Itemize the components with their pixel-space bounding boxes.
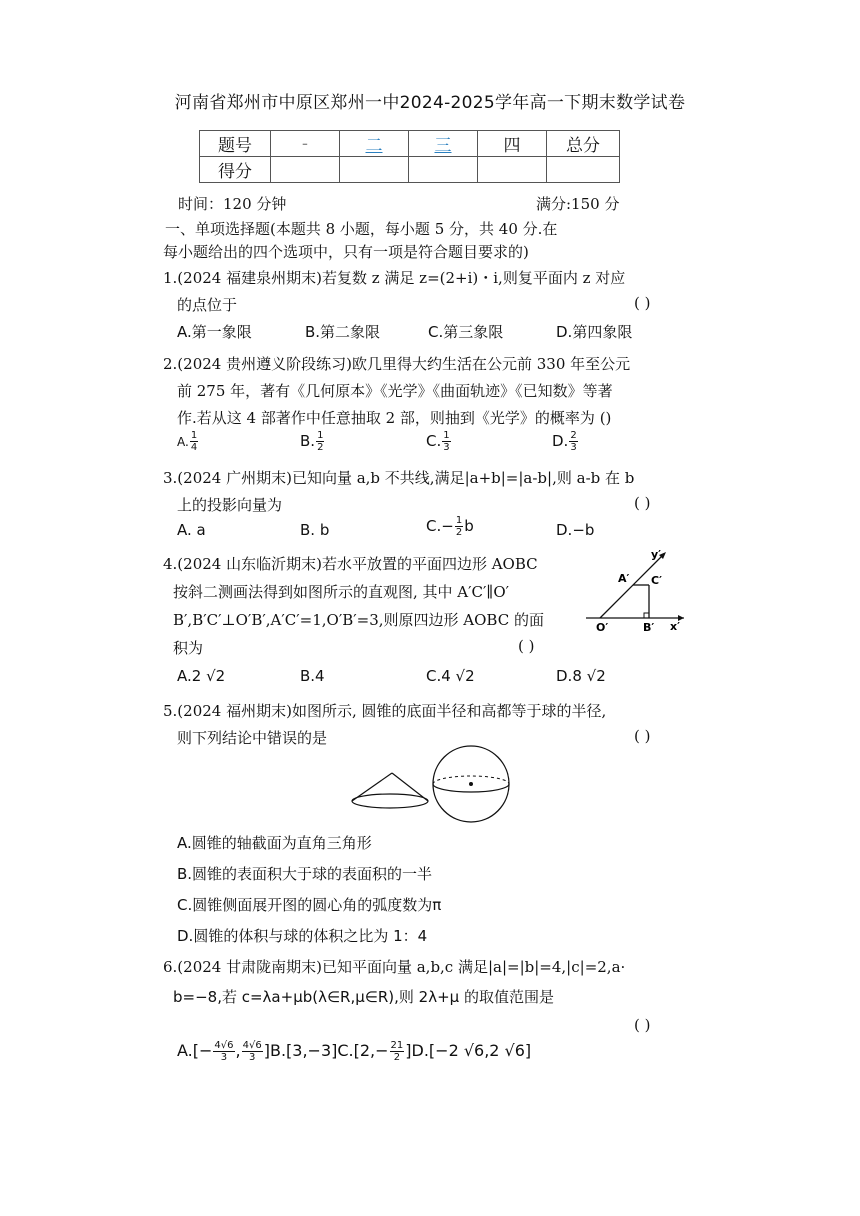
fraction-denominator: 3: [220, 1052, 228, 1063]
section1-instructions-line1: 一、单项选择题(本题共 8 小题，每小题 5 分，共 40 分.在: [165, 220, 558, 238]
q4-stem-line3: B′,B′C′⊥O′B′,A′C′=1,O′B′=3,则原四边形 AOBC 的面: [173, 611, 544, 629]
q1-answer-paren: ( ): [634, 294, 651, 312]
q3-option-c[interactable]: [426, 515, 474, 538]
option-label: A.: [177, 435, 189, 449]
score-cell-1: -: [271, 131, 340, 157]
q4-stem-line4: 积为: [173, 639, 204, 657]
fraction-denominator: 2: [455, 527, 463, 538]
option-label: B.: [300, 432, 316, 450]
q3-stem-line1: 3.(2024 广州期末)已知向量 a,b 不共线,满足|a+b|=|a-b|,则 a-b 在 b: [163, 469, 635, 487]
score-cell-4: 四: [478, 131, 547, 157]
score-row-label: 得分: [200, 157, 271, 183]
option-c-prefix: C.−: [426, 517, 454, 535]
fraction: [390, 1040, 405, 1063]
right-angle-mark: [644, 613, 649, 618]
q5-option-c[interactable]: C.圆锥侧面展开图的圆心角的弧度数为π: [177, 896, 442, 914]
fraction-denominator: 3: [248, 1052, 256, 1063]
score-table: [199, 130, 620, 183]
q5-answer-paren: ( ): [634, 727, 651, 745]
fig-label-c: C′: [651, 574, 662, 587]
q3-option-b[interactable]: B. b: [300, 521, 330, 539]
fraction: [442, 430, 450, 453]
fraction: [190, 430, 198, 453]
q6-options-line[interactable]: A.[− $\frac{4√6}{3}$ , $\frac{4√6}{3}$ ]B.[3,−3]C.[2,− $\frac{21}{2}$ ]D.[−2 √6,2 √6]: [177, 1040, 532, 1063]
q6-stem-line1: 6.(2024 甘肃陇南期末)已知平面向量 a,b,c 满足|a|=|b|=4,|c|=2,a·: [163, 958, 626, 976]
q5-option-b[interactable]: B.圆锥的表面积大于球的表面积的一半: [177, 865, 433, 883]
fraction-denominator: 2: [317, 442, 324, 453]
fraction-numerator: 1: [443, 430, 450, 441]
fig-label-b: B′: [643, 621, 655, 634]
q1-stem-line2: 的点位于: [177, 296, 238, 314]
q2-stem-line2: 前 275 年，著有《几何原本》《光学》《曲面轨迹》《已知数》等著: [177, 382, 613, 400]
option-c-suffix: b: [464, 517, 474, 535]
q6-answer-paren: ( ): [634, 1016, 651, 1034]
q6-option-d: ]D.[−2 √6,2 √6]: [405, 1041, 532, 1060]
q1-option-c[interactable]: C.第三象限: [428, 323, 504, 341]
q6-option-c-prefix: C.[2,−: [337, 1041, 389, 1060]
q5-stem-line1: 5.(2024 福州期末)如图所示, 圆锥的底面半径和高都等于球的半径,: [163, 702, 607, 720]
q2-option-b[interactable]: [300, 430, 325, 453]
fig-label-x: x′: [670, 620, 680, 633]
q6-option-b: ]B.[3,−3]: [263, 1041, 338, 1060]
fraction-numerator: 1: [455, 515, 463, 526]
fraction: [455, 515, 463, 538]
fraction: [213, 1040, 234, 1063]
score-cell-3-link[interactable]: 三: [409, 131, 478, 157]
fraction-denominator: 4: [190, 442, 198, 453]
score-blank: [409, 157, 478, 183]
q1-option-d[interactable]: D.第四象限: [556, 323, 633, 341]
cone-figure: [352, 773, 428, 808]
score-cell-total: 总分: [547, 131, 620, 157]
fraction-numerator: 1: [190, 430, 198, 441]
q3-option-a[interactable]: A. a: [177, 521, 206, 539]
score-blank: [547, 157, 620, 183]
q1-stem-line1: 1.(2024 福建泉州期末)若复数 z 满足 z=(2+i)・i,则复平面内 z 对应: [163, 269, 626, 287]
q2-stem-line1: 2.(2024 贵州遵义阶段练习)欧几里得大约生活在公元前 330 年至公元: [163, 355, 631, 373]
fraction: [242, 1040, 263, 1063]
q4-option-d[interactable]: D.8 √2: [556, 667, 606, 685]
q1-option-b[interactable]: B.第二象限: [305, 323, 381, 341]
q5-option-a[interactable]: A.圆锥的轴截面为直角三角形: [177, 834, 372, 852]
q2-option-c[interactable]: [426, 430, 452, 453]
q4-stem-line1: 4.(2024 山东临沂期末)若水平放置的平面四边形 AOBC: [163, 555, 538, 573]
q4-option-b[interactable]: B.4: [300, 667, 325, 685]
fraction-numerator: 21: [390, 1040, 404, 1051]
fraction-denominator: 3: [443, 442, 450, 453]
fraction-denominator: 3: [570, 442, 577, 453]
q5-option-d[interactable]: D.圆锥的体积与球的体积之比为 1：4: [177, 927, 428, 945]
q4-answer-paren: ( ): [518, 637, 535, 655]
q6-stem-line2: b=−8,若 c=λa+μb(λ∈R,μ∈R),则 2λ+μ 的取值范围是: [173, 988, 554, 1006]
fraction-numerator: 4√6: [242, 1040, 262, 1051]
q6-option-a-prefix: A.[−: [177, 1041, 213, 1060]
q3-option-d[interactable]: D.−b: [556, 521, 595, 539]
fraction-numerator: 1: [317, 430, 324, 441]
fraction-numerator: 2: [570, 430, 577, 441]
q1-option-a[interactable]: A.第一象限: [177, 323, 252, 341]
score-blank: [271, 157, 340, 183]
score-table-score-row: [200, 157, 620, 183]
q3-answer-paren: ( ): [634, 494, 651, 512]
q2-option-d[interactable]: [552, 430, 579, 453]
q2-stem-line3: 作.若从这 4 部著作中任意抽取 2 部，则抽到《光学》的概率为 (): [177, 409, 612, 427]
fig-label-o: O′: [596, 621, 609, 634]
fraction-denominator: 2: [393, 1052, 401, 1063]
q4-stem-line2: 按斜二测画法得到如图所示的直观图, 其中 A′C′∥O′: [173, 583, 510, 601]
q4-option-c[interactable]: C.4 √2: [426, 667, 475, 685]
q4-option-a[interactable]: A.2 √2: [177, 667, 226, 685]
fraction: [316, 430, 324, 453]
q5-cone-sphere-figure: [340, 745, 530, 825]
score-blank: [478, 157, 547, 183]
score-cell-2-link[interactable]: 二: [340, 131, 409, 157]
section1-instructions-line2: 每小题给出的四个选项中，只有一项是符合题目要求的): [163, 243, 529, 261]
score-blank: [340, 157, 409, 183]
fig-label-y: y′: [651, 548, 662, 561]
q2-option-a[interactable]: [177, 430, 199, 453]
fraction-numerator: 4√6: [214, 1040, 234, 1051]
option-label: C.: [426, 432, 442, 450]
sphere-figure: [433, 746, 509, 822]
fraction: [569, 430, 577, 453]
score-table-header-row: [200, 131, 620, 157]
q4-oblique-figure: [584, 544, 694, 634]
q3-stem-line2: 上的投影向量为: [177, 496, 283, 514]
q5-stem-line2: 则下列结论中错误的是: [177, 729, 328, 747]
score-cell-label: 题号: [200, 131, 271, 157]
option-label: D.: [552, 432, 569, 450]
full-score-text: 满分:150 分: [536, 195, 620, 213]
time-text: 时间：120 分钟: [178, 195, 287, 213]
fig-label-a: A′: [618, 572, 630, 585]
page-title: 河南省郑州市中原区郑州一中2024-2025学年高一下期末数学试卷: [174, 93, 686, 113]
